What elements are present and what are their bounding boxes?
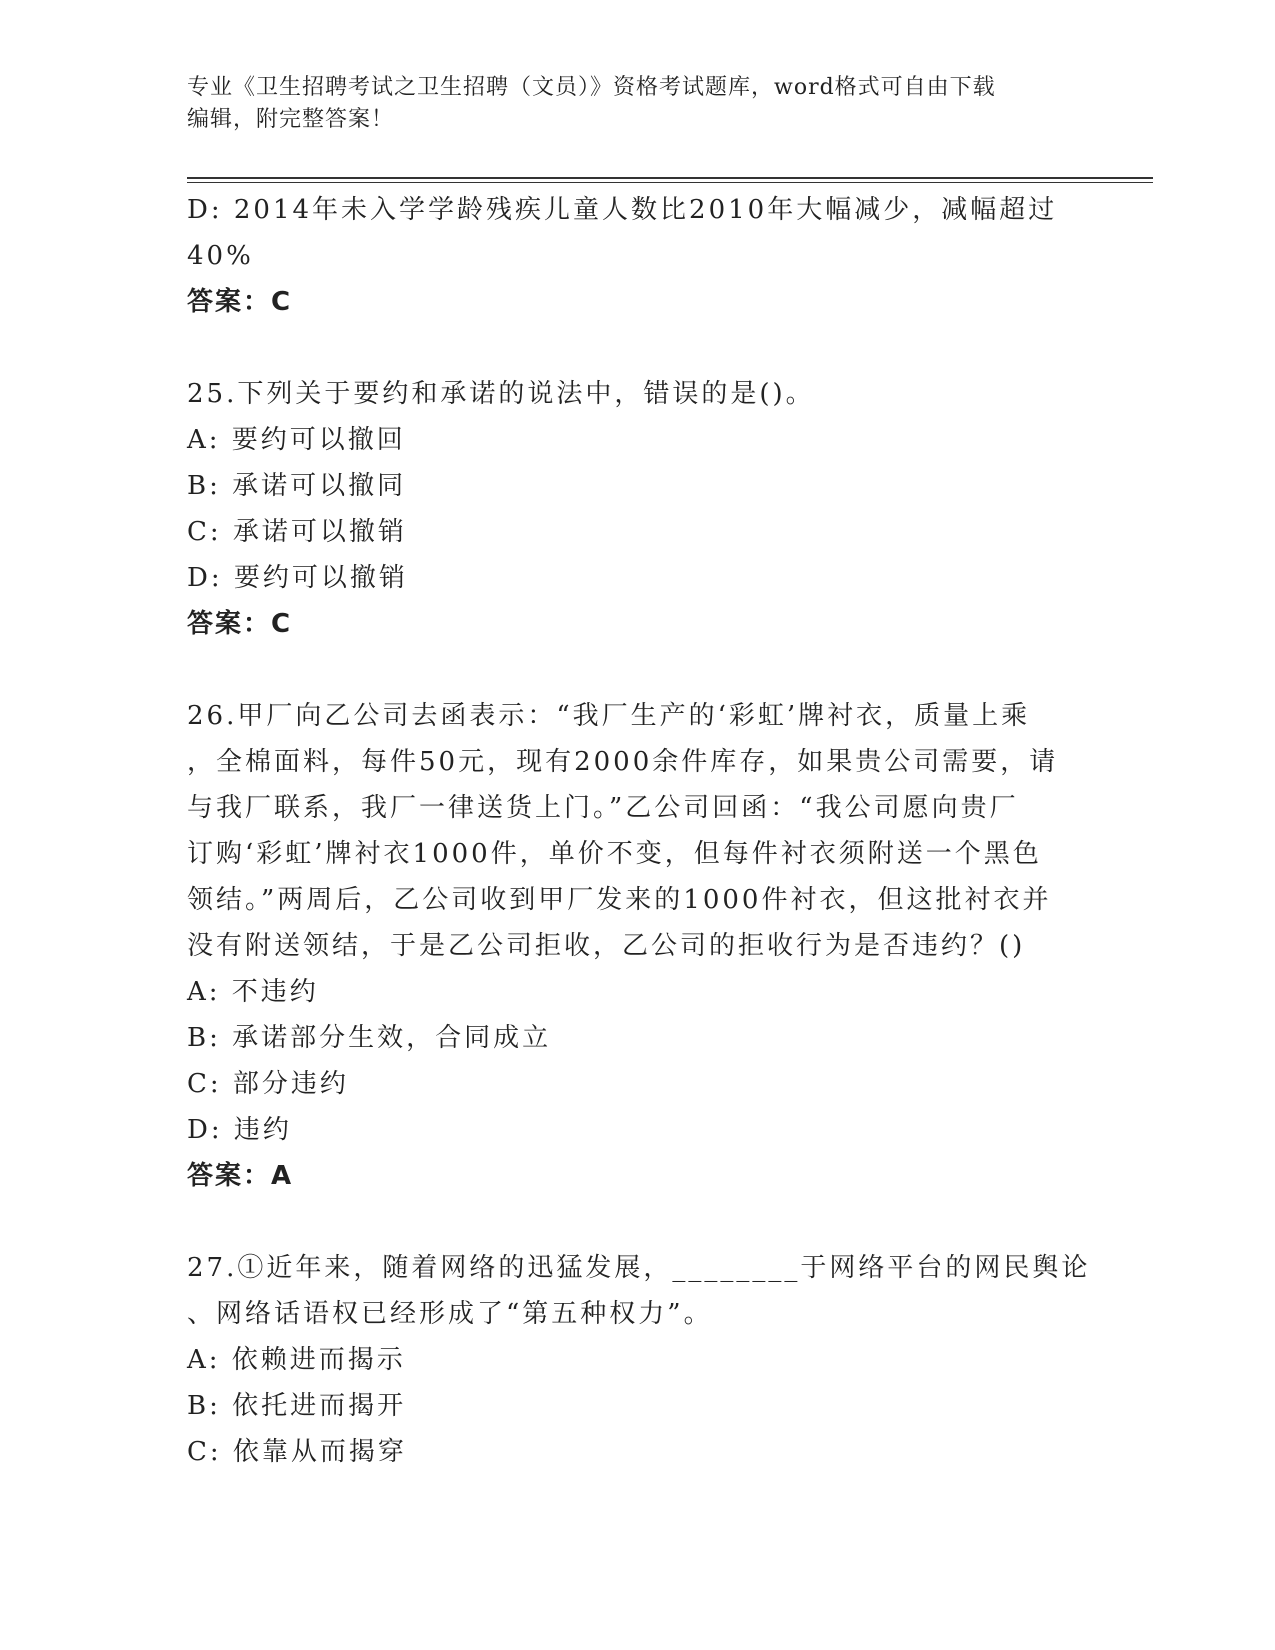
q26-option-c: C: 部分违约 [187, 1069, 349, 1099]
q25-option-d: D: 要约可以撤销 [187, 563, 408, 593]
q25-option-c: C: 承诺可以撤销 [187, 517, 407, 547]
q24-answer: 答案：C [187, 287, 293, 317]
question-25 [187, 371, 1087, 647]
q25-answer: 答案：C [187, 609, 293, 639]
question-26 [187, 693, 1087, 1199]
q26-stem-line-4: 订购‘彩虹’牌衬衣1000件，单价不变，但每件衬衣须附送一个黑色 [187, 839, 1042, 869]
q26-stem-line-6: 没有附送领结，于是乙公司拒收，乙公司的拒收行为是否违约？() [187, 931, 1026, 961]
q27-option-a: A: 依赖进而揭示 [187, 1345, 406, 1375]
q27-stem-line-2: 、网络话语权已经形成了“第五种权力”。 [187, 1299, 713, 1329]
page-header [187, 72, 1087, 136]
q26-stem-line-5: 领结。”两周后，乙公司收到甲厂发来的1000件衬衣，但这批衬衣并 [187, 885, 1052, 915]
question-24 [187, 187, 1087, 325]
q25-option-a: A: 要约可以撤回 [187, 425, 406, 455]
q27-option-b: B: 依托进而揭开 [187, 1391, 407, 1421]
q26-stem-line-2: ，全棉面料，每件50元，现有2000余件库存，如果贵公司需要，请 [187, 747, 1059, 777]
q27-option-c: C: 依靠从而揭穿 [187, 1437, 407, 1467]
q24-option-d-line-2: 40% [187, 241, 254, 271]
header-divider-thick [187, 177, 1153, 179]
spacer [187, 1199, 1087, 1245]
q26-stem-line-1: 26.甲厂向乙公司去函表示：“我厂生产的‘彩虹’牌衬衣，质量上乘 [187, 701, 1031, 731]
q26-option-a: A: 不违约 [187, 977, 319, 1007]
header-line-2: 编辑，附完整答案！ [187, 107, 395, 132]
q26-answer: 答案：A [187, 1161, 294, 1191]
question-content [187, 187, 1091, 1475]
q25-stem: 25.下列关于要约和承诺的说法中，错误的是()。 [187, 379, 815, 409]
q26-option-b: B: 承诺部分生效，合同成立 [187, 1023, 552, 1053]
q27-stem-line-1: 27.①近年来，随着网络的迅猛发展，________于网络平台的网民舆论 [187, 1253, 1091, 1283]
question-27 [187, 1245, 1091, 1475]
header-divider-thin [187, 182, 1153, 183]
q24-option-d-line-1: D: 2014年未入学学龄残疾儿童人数比2010年大幅减少，减幅超过 [187, 195, 1058, 225]
q26-stem-line-3: 与我厂联系，我厂一律送货上门。”乙公司回函：“我公司愿向贵厂 [187, 793, 1019, 823]
q26-option-d: D: 违约 [187, 1115, 292, 1145]
q25-option-b: B: 承诺可以撤同 [187, 471, 407, 501]
header-line-1: 专业《卫生招聘考试之卫生招聘（文员）》资格考试题库，word格式可自由下载 [187, 75, 996, 100]
spacer [187, 647, 1087, 693]
spacer [187, 325, 1087, 371]
